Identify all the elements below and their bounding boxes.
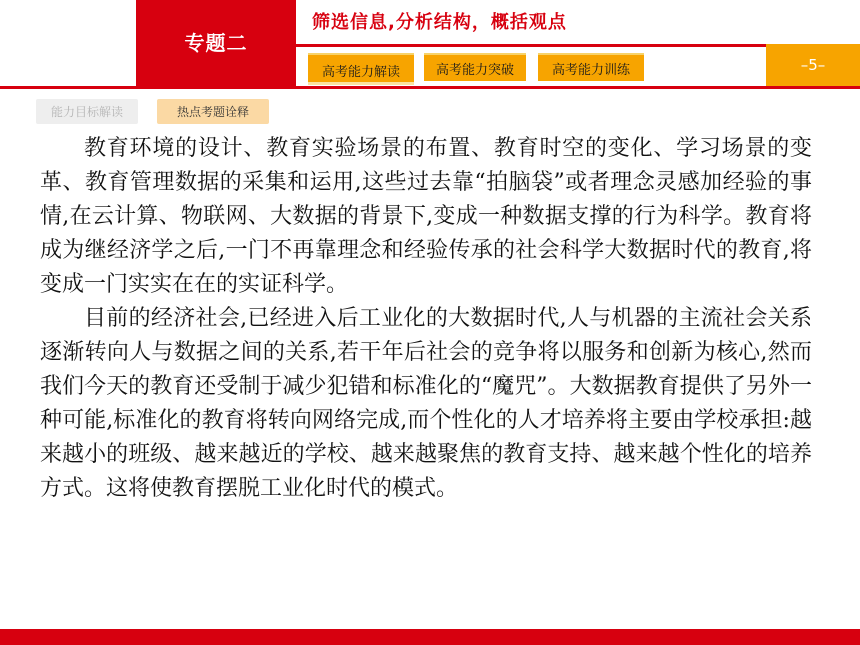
subtab-hot-topics[interactable]: 热点考题诠释 xyxy=(157,99,269,124)
subtab-goal-interpretation[interactable]: 能力目标解读 xyxy=(36,99,138,124)
passage-body xyxy=(40,132,812,506)
left-blank-area xyxy=(0,0,136,86)
tab-ability-training[interactable]: 高考能力训练 xyxy=(538,53,644,81)
topic-label xyxy=(136,0,296,86)
paragraph: 目前的经济社会,已经进入后工业化的大数据时代,人与机器的主流社会关系逐渐转向人与数据之间的关系,若干年后社会的竞争将以服务和创新为核心,然而我们今天的教育还受制于减少犯错和标准化的“魔咒”。大数据教育提供了另外一种可能,标准化的教育将转向网络完成,而个性化的人才培养将主要由学校承担:越来越小的班级、越来越近的学校、越来越聚焦的教育支持、越来越个性化的培养方式。这将使教育摆脱工业化时代的模式。 xyxy=(40,306,812,501)
page-number: –5– xyxy=(766,44,860,86)
tab-ability-interpretation[interactable]: 高考能力解读 xyxy=(308,53,414,85)
footer-bar xyxy=(0,629,860,645)
tab-ability-breakthrough[interactable]: 高考能力突破 xyxy=(424,53,526,81)
topic-text: 专题二 xyxy=(184,30,248,55)
title-underline xyxy=(296,44,766,47)
paragraph: 教育环境的设计、教育实验场景的布置、教育时空的变化、学习场景的变革、教育管理数据的采集和运用,这些过去靠“拍脑袋”或者理念灵感加经验的事情,在云计算、物联网、大数据的背景下,变成一种数据支撑的行为科学。教育将成为继经济学之后,一门不再靠理念和经验传承的社会科学大数据时代的教育,将变成一门实实在在的实证科学。 xyxy=(40,136,812,297)
header-divider xyxy=(0,86,860,89)
page-title: 筛选信息,分析结构，概括观点 xyxy=(312,12,567,33)
